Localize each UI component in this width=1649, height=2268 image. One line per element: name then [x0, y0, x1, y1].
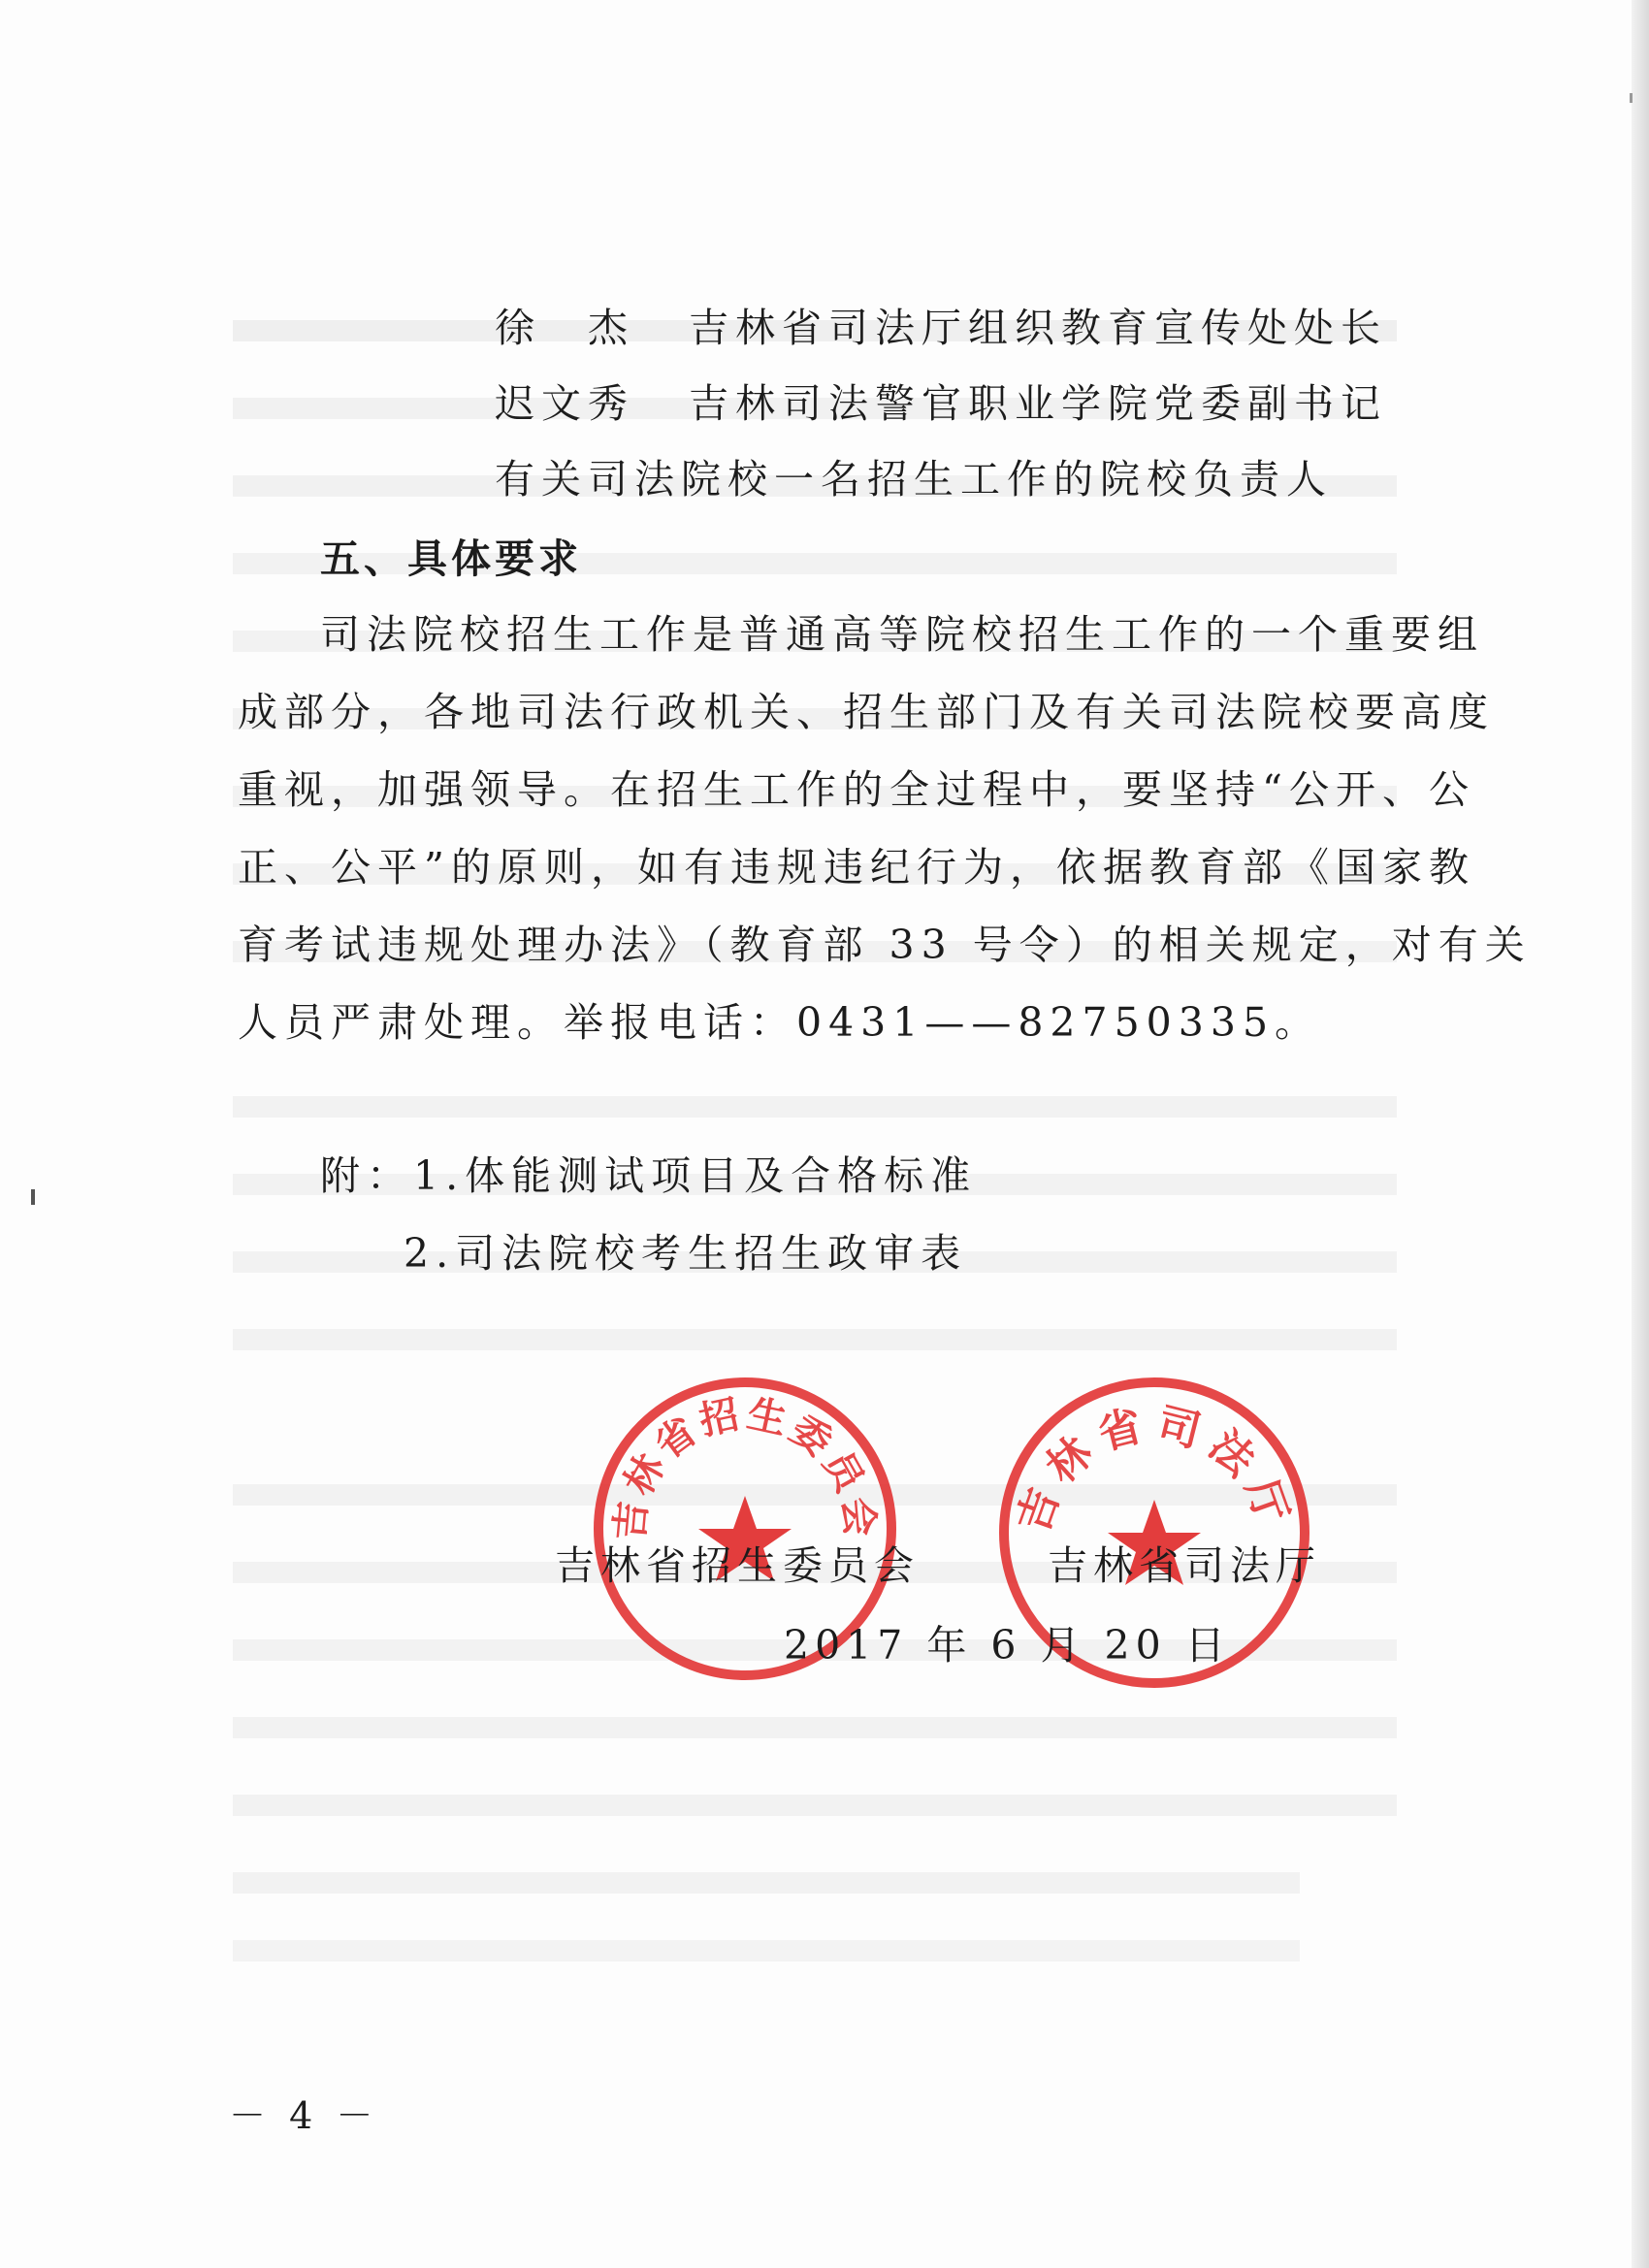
- member-title: 吉林省司法厅组织教育宣传处处长: [689, 305, 1387, 351]
- page-number: － 4 －: [229, 2094, 379, 2137]
- body-line: 成部分，各地司法行政机关、招生部门及有关司法院校要高度: [238, 689, 1495, 735]
- seal-admissions-text: 吉林省招生委员会: [607, 1391, 883, 1542]
- seal-justice-text: 吉林省司法厅: [1008, 1399, 1301, 1539]
- section-heading: 五、具体要求: [320, 535, 582, 582]
- attachment-item: 1.体能测试项目及合格标准: [413, 1152, 978, 1199]
- member-row: [495, 380, 1387, 427]
- member-name: 迟文秀: [495, 380, 634, 427]
- attachment-item: 2.司法院校考生招生政审表: [404, 1230, 968, 1277]
- page-edge-shadow: [1632, 0, 1649, 2268]
- scan-mark: [1630, 93, 1633, 103]
- member-name: 徐 杰: [495, 305, 634, 351]
- signer-admissions-committee: 吉林省招生委员会: [555, 1542, 920, 1589]
- scan-mark: [31, 1189, 35, 1205]
- body-line: 人员严肃处理。举报电话：0431——82750335。: [238, 999, 1322, 1046]
- signer-justice-department: 吉林省司法厅: [1048, 1542, 1321, 1589]
- member-title: 吉林司法警官职业学院党委副书记: [689, 380, 1387, 427]
- attachment-label: 附：: [320, 1152, 413, 1199]
- member-row: [495, 305, 1387, 351]
- body-line: 育考试违规处理办法》（教育部 33 号令）的相关规定，对有关: [238, 922, 1532, 968]
- body-line: 正、公平”的原则，如有违规违纪行为，依据教育部《国家教: [238, 844, 1475, 891]
- body-line: 重视，加强领导。在招生工作的全过程中，要坚持“公开、公: [238, 766, 1475, 813]
- body-line: 司法院校招生工作是普通高等院校招生工作的一个重要组: [320, 611, 1484, 658]
- attachment-row: [320, 1152, 978, 1199]
- document-date: 2017 年 6 月 20 日: [784, 1622, 1231, 1669]
- member-extra: 有关司法院校一名招生工作的院校负责人: [495, 456, 1333, 502]
